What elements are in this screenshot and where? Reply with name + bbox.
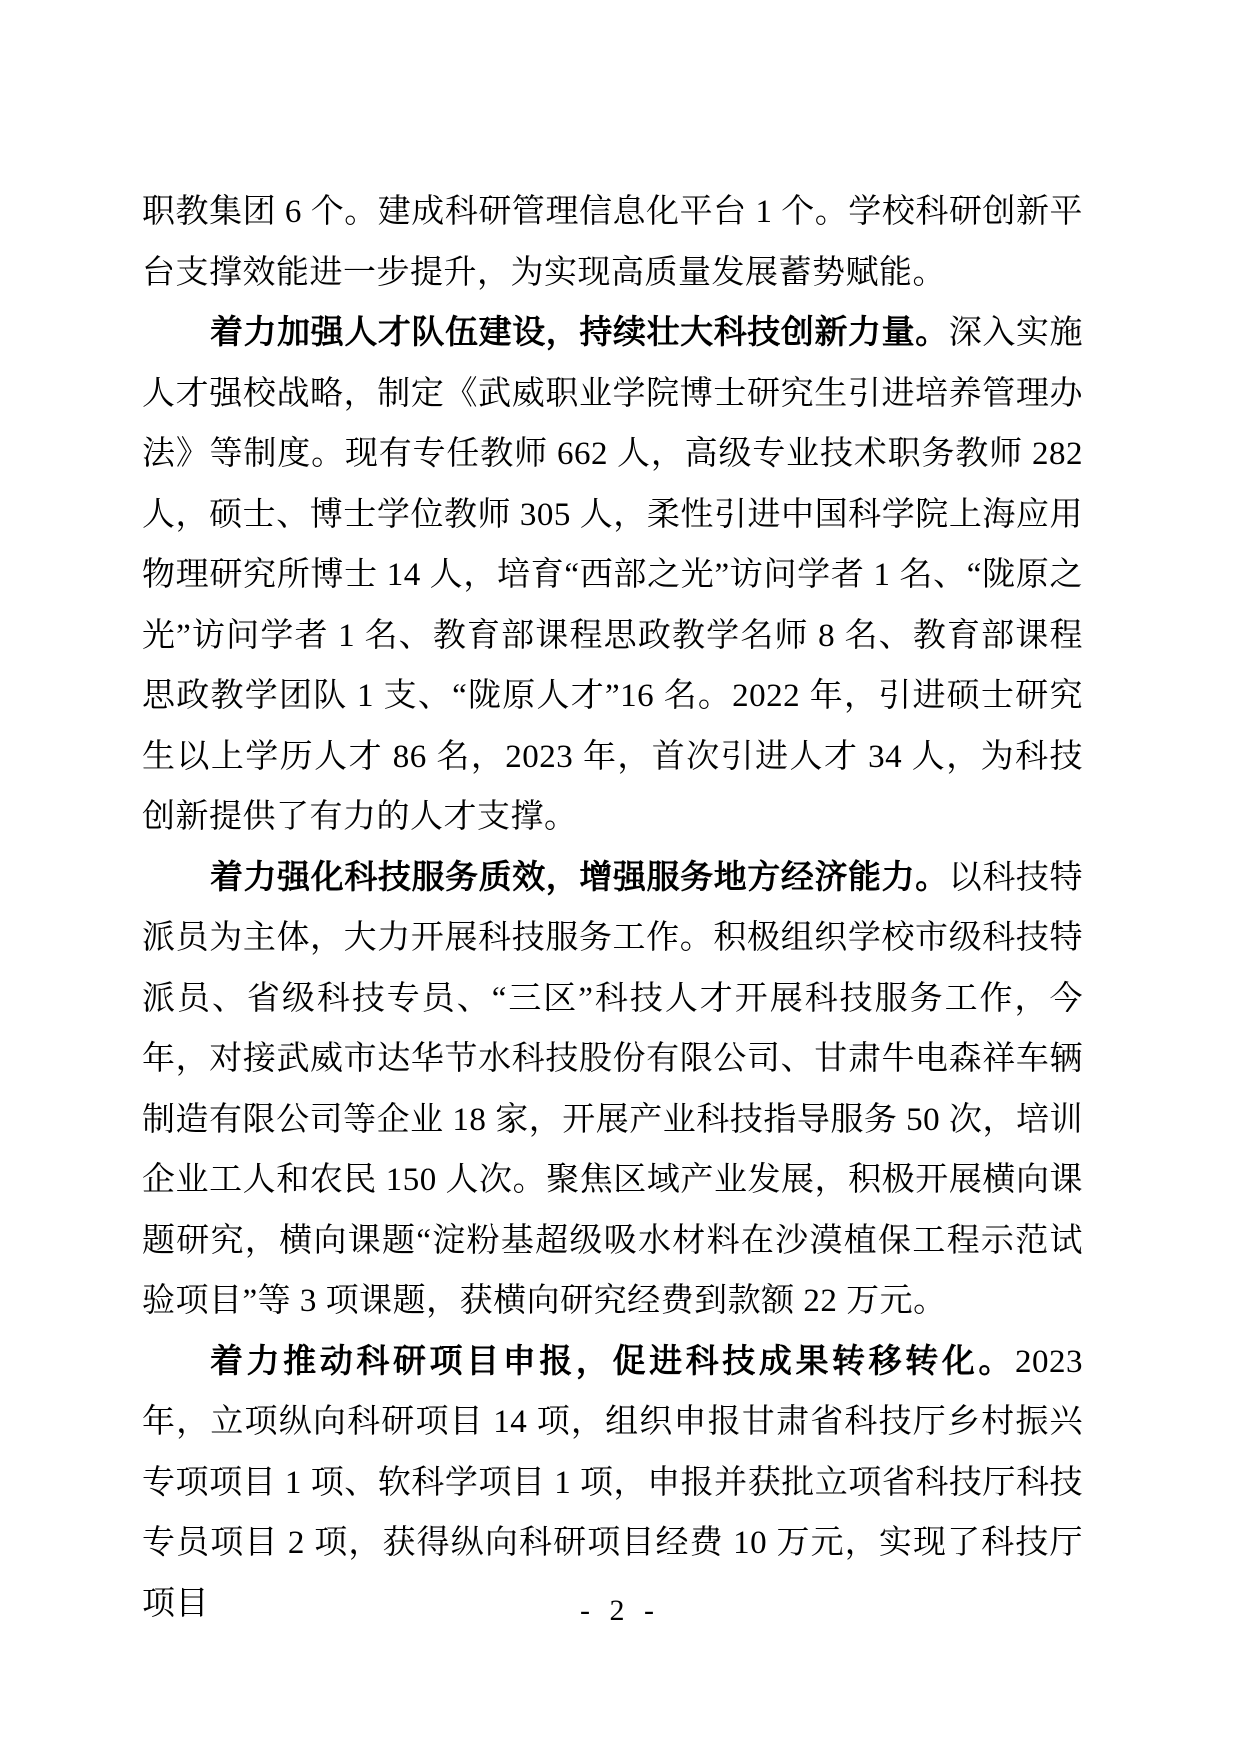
paragraph-lead-bold: 着力强化科技服务质效，增强服务地方经济能力。 [210,859,949,896]
paragraph-project-application [142,1332,1083,1635]
paragraph-text: 职教集团 6 个。建成科研管理信息化平台 1 个。学校科研创新平台支撑效能进一步提升，为实现高质量发展蓄势赋能。 [142,194,1083,291]
paragraph-text: 深入实施人才强校战略，制定《武威职业学院博士研究生引进培养管理办法》等制度。现有专任教师 662 人，高级专业技术职务教师 282 人，硕士、博士学位教师 305 人，柔性引进中国科学院上海应用物理研究所博士 14 人，培育“西部之光”访问学者 1 名、“陇原之光”访问学者 1 名、教育部课程思政教学名师 8 名、教育部课程思政教学团队 1 支、“陇原人才”16 名。2022 年，引进硕士研究生以上学历人才 86 名，2023 年，首次引进人才 34 人，为科技创新提供了有力的人才支撑。 [142,315,1084,835]
paragraph-text: 以科技特派员为主体，大力开展科技服务工作。积极组织学校市级科技特派员、省级科技专员、“三区”科技人才开展科技服务工作，今年，对接武威市达华节水科技股份有限公司、甘肃牛电森祥车辆制造有限公司等企业 18 家，开展产业科技指导服务 50 次，培训企业工人和农民 150 人次。聚焦区域产业发展，积极开展横向课题研究，横向课题“淀粉基超级吸水材料在沙漠植保工程示范试验项目”等 3 项课题，获横向研究经费到款额 22 万元。 [142,859,1084,1319]
paragraph-lead-bold: 着力加强人才队伍建设，持续壮大科技创新力量。 [210,315,949,351]
paragraph-platform-overflow [142,182,1083,303]
paragraph-tech-service [142,848,1083,1332]
paragraph-text: 2023 年，立项纵向科研项目 14 项，组织申报甘肃省科技厅乡村振兴专项项目 1 项、软科学项目 1 项，申报并获批立项省科技厅科技专员项目 2 项，获得纵向科研项目经费 10 万元，实现了科技厅项目 [142,1343,1083,1622]
paragraph-lead-bold: 着力推动科研项目申报，促进科技成果转移转化。 [210,1343,1015,1380]
paragraph-talent-team [142,303,1083,848]
page-number: - 2 - [580,1594,660,1627]
document-body [142,182,1083,1634]
